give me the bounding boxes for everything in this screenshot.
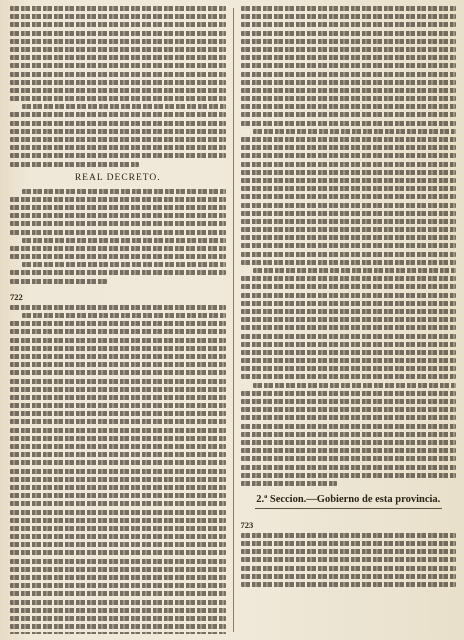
text-line <box>10 403 226 408</box>
text-line <box>10 153 226 158</box>
text-line <box>10 305 226 310</box>
text-line <box>10 162 139 167</box>
text-line <box>241 391 457 396</box>
text-line <box>10 559 226 564</box>
text-line <box>10 221 226 226</box>
text-line <box>10 213 226 218</box>
text-line <box>10 197 226 202</box>
text-line <box>10 329 226 334</box>
text-line <box>241 293 457 298</box>
text-line <box>10 80 226 85</box>
text-line <box>241 407 457 412</box>
text-line <box>241 203 457 208</box>
text-line <box>241 366 457 371</box>
text-line <box>241 80 457 85</box>
text-line <box>241 566 457 571</box>
text-line <box>241 301 457 306</box>
text-line <box>241 137 457 142</box>
text-line <box>10 14 226 19</box>
text-line <box>10 526 226 531</box>
text-line <box>241 541 457 546</box>
text-line <box>241 88 457 93</box>
text-line <box>241 473 457 478</box>
text-line <box>241 557 457 562</box>
text-block-entry <box>10 305 226 634</box>
text-line <box>10 477 226 482</box>
text-line <box>241 153 457 158</box>
text-line <box>241 63 457 68</box>
text-line <box>10 6 226 11</box>
text-line <box>10 137 226 142</box>
text-line <box>22 313 226 318</box>
text-line <box>241 342 457 347</box>
text-line <box>10 469 226 474</box>
text-line <box>241 415 457 420</box>
text-line <box>10 279 107 284</box>
text-line <box>22 104 226 109</box>
text-line <box>253 129 457 134</box>
text-line <box>10 534 226 539</box>
text-line <box>10 39 226 44</box>
text-line <box>10 346 226 351</box>
section-heading-underline <box>255 508 443 509</box>
text-line <box>10 205 226 210</box>
text-line <box>241 358 457 363</box>
text-line <box>10 518 226 523</box>
text-line <box>253 268 457 273</box>
text-line <box>241 465 457 470</box>
text-line <box>22 262 226 267</box>
text-line <box>10 72 226 77</box>
text-line <box>10 624 226 629</box>
text-line <box>10 419 226 424</box>
text-line <box>10 395 226 400</box>
text-line <box>10 452 226 457</box>
text-line <box>241 424 457 429</box>
text-line <box>10 428 226 433</box>
text-line <box>10 88 226 93</box>
text-line <box>241 448 457 453</box>
text-line <box>10 230 226 235</box>
text-line <box>241 243 457 248</box>
text-line <box>10 444 226 449</box>
text-line <box>241 211 457 216</box>
text-line <box>10 616 226 621</box>
text-line <box>241 6 457 11</box>
text-line <box>10 575 226 580</box>
text-line <box>241 121 457 126</box>
text-line <box>241 39 457 44</box>
text-line <box>241 47 457 52</box>
text-line <box>10 121 226 126</box>
text-line <box>241 96 457 101</box>
text-block-right-bottom <box>241 533 457 587</box>
text-line <box>241 374 457 379</box>
text-line <box>241 582 457 587</box>
text-line <box>10 460 226 465</box>
text-line <box>10 321 226 326</box>
text-line <box>241 440 457 445</box>
text-line <box>10 145 226 150</box>
text-line <box>10 550 226 555</box>
text-line <box>241 533 457 538</box>
text-line <box>10 632 226 634</box>
text-line <box>241 178 457 183</box>
text-line <box>241 186 457 191</box>
text-line <box>10 591 226 596</box>
text-line <box>10 370 226 375</box>
text-line <box>253 383 457 388</box>
text-line <box>241 574 457 579</box>
text-line <box>241 219 457 224</box>
text-line <box>22 189 226 194</box>
text-line <box>10 47 226 52</box>
text-line <box>241 55 457 60</box>
text-line <box>241 227 457 232</box>
section-heading: 2.ª Seccion.—Gobierno de esta provincia. <box>256 493 441 505</box>
text-line <box>10 510 226 515</box>
text-line <box>10 379 226 384</box>
text-line <box>10 112 226 117</box>
left-column <box>10 6 233 634</box>
text-line <box>241 145 457 150</box>
text-line <box>10 436 226 441</box>
text-line <box>241 112 457 117</box>
text-line <box>241 481 338 486</box>
text-line <box>10 31 226 36</box>
text-line <box>241 170 457 175</box>
text-line <box>241 549 457 554</box>
text-line <box>241 252 457 257</box>
text-line <box>10 55 226 60</box>
text-line <box>241 14 457 19</box>
text-line <box>10 608 226 613</box>
text-line <box>241 235 457 240</box>
text-line <box>10 493 226 498</box>
text-line <box>10 501 226 506</box>
text-line <box>10 411 226 416</box>
text-line <box>10 387 226 392</box>
text-line <box>10 63 226 68</box>
text-line <box>241 350 457 355</box>
right-column <box>234 6 457 634</box>
entry-number: 723 <box>240 519 254 530</box>
text-line <box>10 542 226 547</box>
text-line <box>241 334 457 339</box>
text-line <box>241 72 457 77</box>
text-line <box>10 96 226 101</box>
text-line <box>241 432 457 437</box>
entry-number: 722 <box>10 291 23 302</box>
text-block-top <box>10 6 226 167</box>
two-column-layout <box>10 6 456 634</box>
text-line <box>241 22 457 27</box>
text-line <box>241 260 457 265</box>
text-line <box>10 22 226 27</box>
text-line <box>10 254 226 259</box>
text-line <box>10 338 226 343</box>
text-line <box>241 309 457 314</box>
text-line <box>10 129 226 134</box>
text-line <box>10 485 226 490</box>
text-block-right-top <box>241 6 457 486</box>
text-line <box>241 325 457 330</box>
text-line <box>10 246 226 251</box>
text-line <box>10 270 226 275</box>
text-line <box>241 194 457 199</box>
text-line <box>241 104 457 109</box>
text-line <box>241 456 457 461</box>
text-line <box>241 31 457 36</box>
text-line <box>241 162 457 167</box>
text-line <box>10 583 226 588</box>
text-line <box>241 317 457 322</box>
text-line <box>241 284 457 289</box>
text-block-decree <box>10 189 226 284</box>
text-line <box>10 567 226 572</box>
text-line <box>22 238 226 243</box>
decree-heading: REAL DECRETO. <box>74 172 161 183</box>
text-line <box>10 600 226 605</box>
text-line <box>241 276 457 281</box>
text-line <box>241 399 457 404</box>
text-line <box>10 362 226 367</box>
text-line <box>10 354 226 359</box>
